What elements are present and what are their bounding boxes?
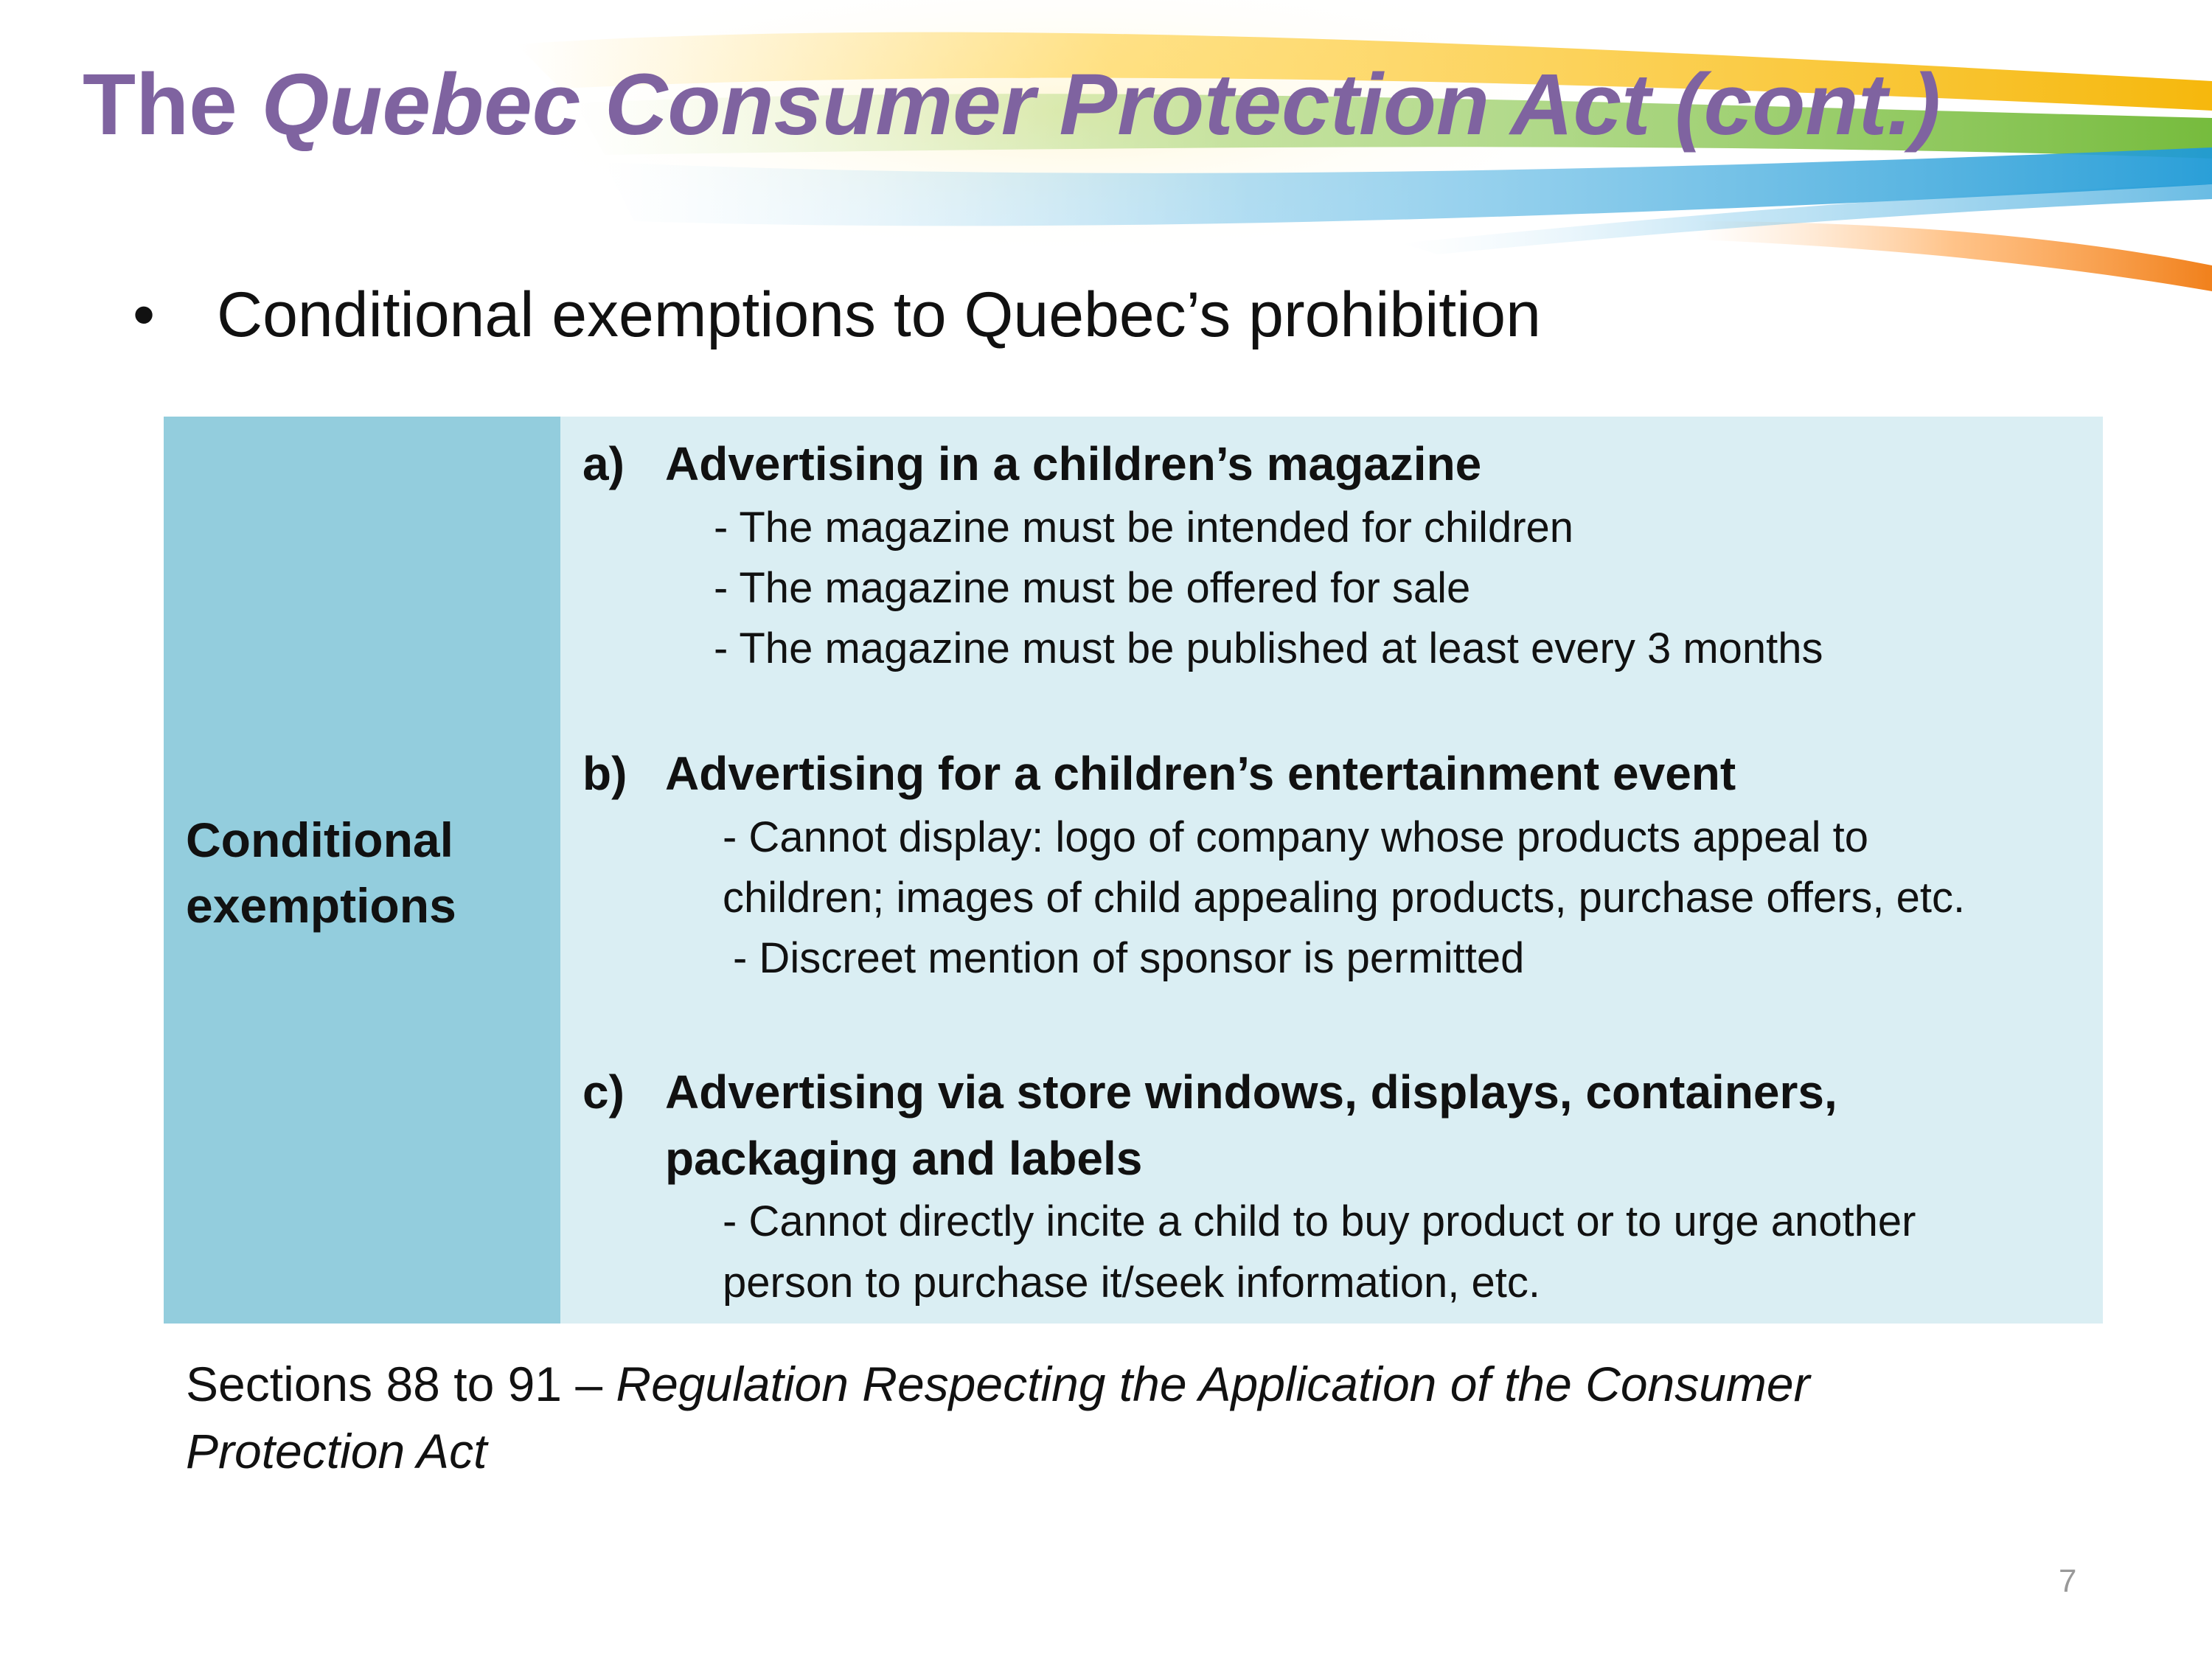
exemption-heading-text: Advertising for a children’s entertainment event bbox=[665, 747, 1736, 800]
bullet-item bbox=[133, 280, 1541, 350]
exemption-point: person to purchase it/seek information, etc. bbox=[723, 1258, 1541, 1307]
exemption-point: children; images of child appealing products, purchase offers, etc. bbox=[723, 873, 1966, 922]
exemption-letter: b) bbox=[582, 747, 627, 800]
exemption-heading-text: Advertising via store windows, displays, containers, packaging and labels bbox=[665, 1065, 1837, 1185]
table-label-line-1: Conditional bbox=[186, 813, 453, 867]
title-prefix: The bbox=[83, 56, 262, 153]
title-italic: Quebec Consumer Protection Act (cont.) bbox=[261, 56, 1941, 153]
exemption-point: - The magazine must be offered for sale bbox=[714, 563, 1471, 612]
exemption-heading bbox=[582, 1060, 2079, 1192]
table-label-cell bbox=[164, 417, 560, 1324]
exemption-letter: c) bbox=[582, 1065, 625, 1119]
exemptions-table bbox=[164, 417, 2103, 1324]
source-citation bbox=[186, 1351, 1955, 1485]
exemption-point: - Cannot directly incite a child to buy product or to urge another bbox=[723, 1197, 1916, 1246]
table-label bbox=[186, 807, 456, 939]
bullet-text: Conditional exemptions to Quebec’s prohibition bbox=[217, 279, 1541, 350]
exemption-item-b bbox=[582, 741, 2079, 990]
exemption-point: - The magazine must be intended for children bbox=[714, 503, 1574, 552]
table-label-line-2: exemptions bbox=[186, 878, 456, 933]
bullet-dot-icon: • bbox=[133, 279, 156, 350]
decorative-swoosh bbox=[0, 0, 2212, 310]
exemption-heading bbox=[582, 741, 2079, 807]
slide-title bbox=[83, 58, 1941, 153]
page-number: 7 bbox=[2059, 1563, 2077, 1599]
exemption-point: - Discreet mention of sponsor is permitted bbox=[733, 934, 1525, 983]
exemption-letter: a) bbox=[582, 437, 625, 490]
exemption-item-c bbox=[582, 1060, 2079, 1313]
exemption-heading-text: Advertising in a children’s magazine bbox=[665, 437, 1482, 490]
exemption-point: - The magazine must be published at least every 3 months bbox=[714, 625, 1823, 673]
citation-regulation: Regulation Respecting the Application of the Consumer Protection Act bbox=[186, 1357, 1810, 1479]
exemption-item-a bbox=[582, 431, 2079, 680]
citation-sections: Sections 88 to 91 – bbox=[186, 1357, 616, 1411]
exemption-point: - Cannot display: logo of company whose products appeal to bbox=[723, 813, 1869, 861]
exemption-heading bbox=[582, 431, 2079, 498]
